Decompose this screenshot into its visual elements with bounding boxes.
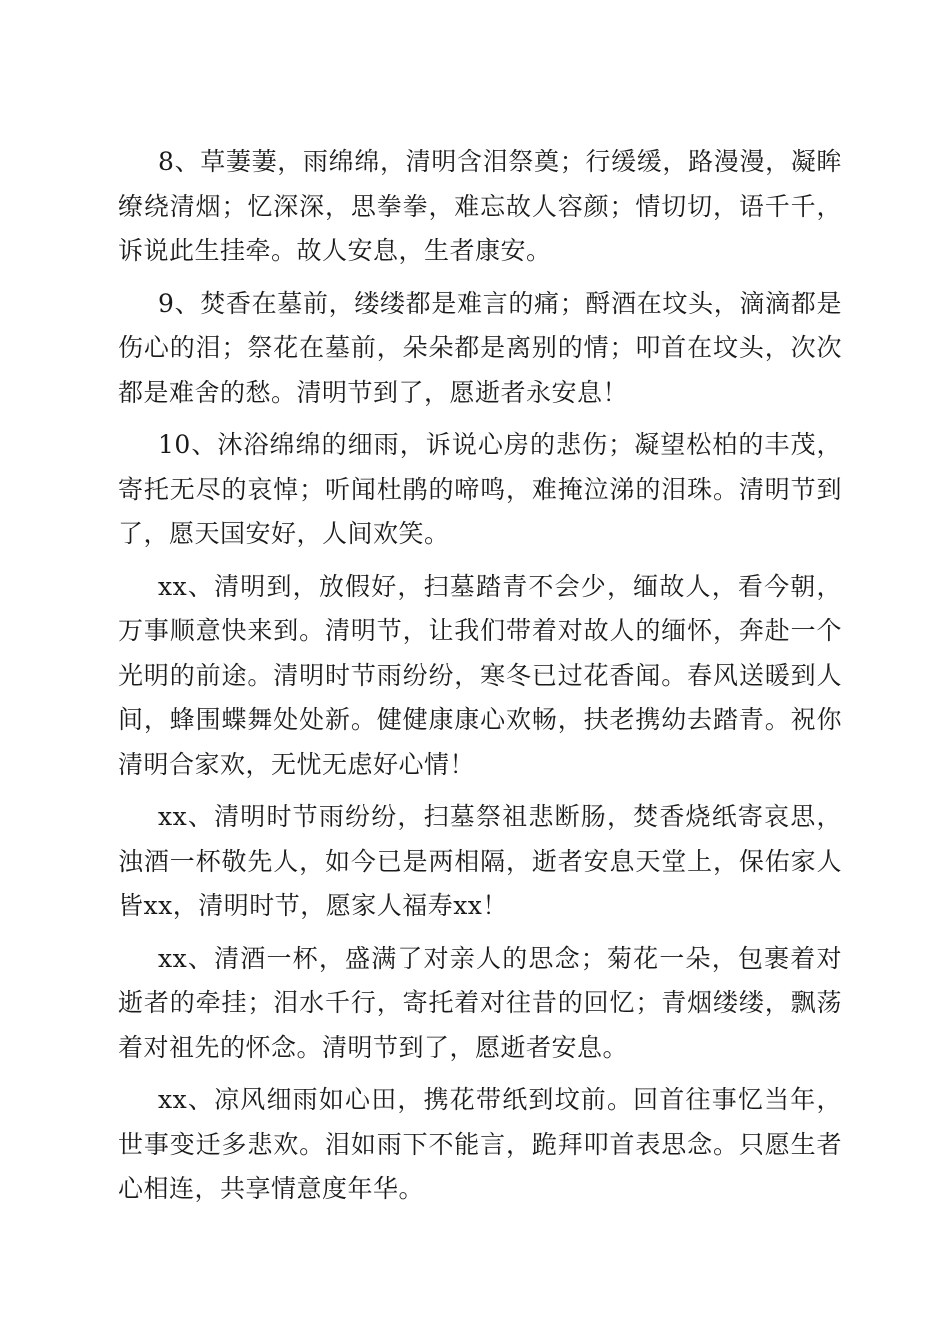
paragraph-8: 8、草萋萋，雨绵绵，清明含泪祭奠；行缓缓，路漫漫，凝眸缭绕清烟；忆深深，思拳拳，难忘故人容颜；情切切，语千千，诉说此生挂牵。故人安息，生者康安。 xyxy=(118,147,842,265)
paragraph-12: xx、清明时节雨纷纷，扫墓祭祖悲断肠，焚香烧纸寄哀思，浊酒一杯敬先人，如今已是两相隔，逝者安息天堂上，保佑家人皆xx，清明时节，愿家人福寿xx！ xyxy=(118,802,842,920)
paragraph-9: 9、焚香在墓前，缕缕都是难言的痛；酹酒在坟头，滴滴都是伤心的泪；祭花在墓前，朵朵都是离别的情；叩首在坟头，次次都是难舍的愁。清明节到了，愿逝者永安息！ xyxy=(118,288,842,407)
paragraph-10: 10、沐浴绵绵的细雨，诉说心房的悲伤；凝望松柏的丰茂，寄托无尽的哀悼；听闻杜鹃的啼鸣，难掩泣涕的泪珠。清明节到了，愿天国安好，人间欢笑。 xyxy=(118,430,842,548)
paragraph-11: xx、清明到，放假好，扫墓踏青不会少，缅故人，看今朝，万事顺意快来到。清明节，让我们带着对故人的缅怀，奔赴一个光明的前途。清明时节雨纷纷，寒冬已过花香闻。春风送暖到人间，蜂围蝶舞处处新。健健康康心欢畅，扶老携幼去踏青。祝你清明合家欢，无忧无虑好心情！ xyxy=(118,571,842,779)
paragraph-13: xx、清酒一杯，盛满了对亲人的思念；菊花一朵，包裹着对逝者的牵挂；泪水千行，寄托着对往昔的回忆；青烟缕缕，飘荡着对祖先的怀念。清明节到了，愿逝者安息。 xyxy=(118,943,842,1062)
document-body xyxy=(118,140,842,1220)
paragraph-14: xx、凉风细雨如心田，携花带纸到坟前。回首往事忆当年，世事变迁多悲欢。泪如雨下不能言，跪拜叩首表思念。只愿生者心相连，共享情意度年华。 xyxy=(118,1085,842,1203)
